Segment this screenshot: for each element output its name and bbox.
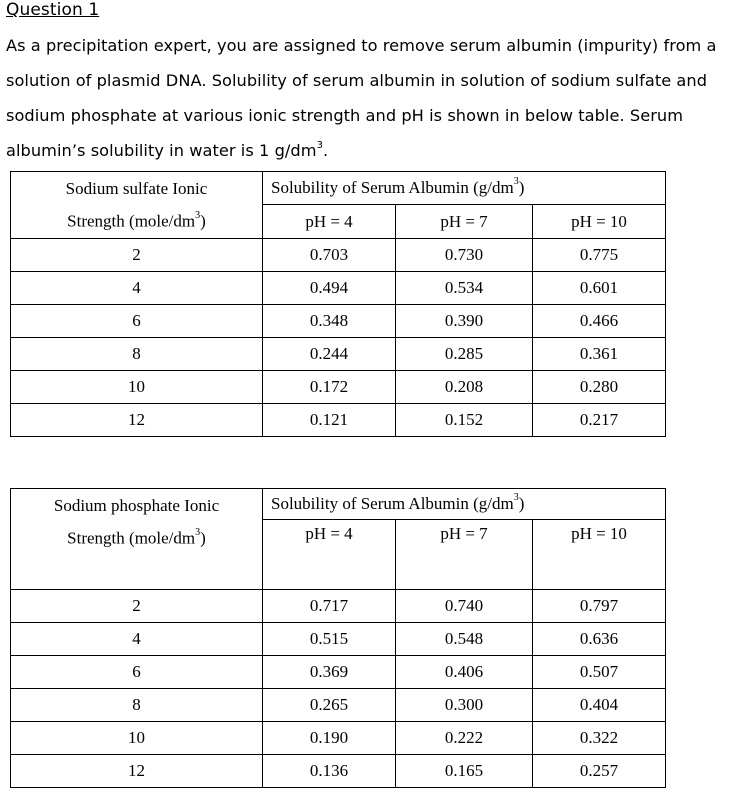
solubility-group-header-text: Solubility of Serum Albumin (g/dm (271, 494, 514, 513)
table-cell: 0.285 (396, 338, 533, 371)
table-cell: 0.300 (396, 689, 533, 722)
table-cell: 0.244 (263, 338, 396, 371)
table-cell: 0.190 (263, 722, 396, 755)
unit-superscript: 3 (513, 176, 519, 188)
table-cell: 0.548 (396, 623, 533, 656)
table-cell: 0.717 (263, 590, 396, 623)
ionic-strength-header-end: ) (200, 528, 206, 548)
table-cell: 0.404 (533, 689, 666, 722)
table-cell: 10 (11, 722, 263, 755)
ionic-strength-header (11, 489, 263, 590)
solubility-group-header-end: ) (518, 178, 525, 197)
paragraph-line-3: sodium phosphate at various ionic strength and pH is shown in below table. Serum (6, 106, 684, 125)
paragraph-line-4-text: albumin’s solubility in water is 1 g/dm (6, 141, 317, 160)
table-cell: 0.494 (263, 272, 396, 305)
ph-header-10: pH = 10 (533, 205, 666, 239)
table-cell: 0.601 (533, 272, 666, 305)
table-cell: 0.222 (396, 722, 533, 755)
ionic-strength-header-line2 (11, 203, 262, 236)
ph-header-4: pH = 4 (263, 205, 396, 239)
table-cell: 0.152 (396, 404, 533, 437)
table-cell: 8 (11, 689, 263, 722)
table-cell: 0.406 (396, 656, 533, 689)
table-cell: 0.740 (396, 590, 533, 623)
table-cell: 0.217 (533, 404, 666, 437)
ionic-strength-header-text: Strength (mole/dm (67, 528, 196, 548)
table-cell: 0.369 (263, 656, 396, 689)
ionic-strength-header-line1: Sodium sulfate Ionic (65, 179, 208, 198)
table-cell: 6 (11, 305, 263, 338)
table-cell: 0.121 (263, 404, 396, 437)
solubility-group-header-text: Solubility of Serum Albumin (g/dm (271, 178, 514, 197)
table-cell: 2 (11, 239, 263, 272)
table-cell: 0.797 (533, 590, 666, 623)
table-cell: 2 (11, 590, 263, 623)
table-cell: 6 (11, 656, 263, 689)
paragraph-line-4 (6, 141, 328, 160)
table-cell: 0.361 (533, 338, 666, 371)
sodium-phosphate-table (10, 488, 666, 788)
paragraph-line-2: solution of plasmid DNA. Solubility of serum albumin in solution of sodium sulfate and (6, 71, 708, 90)
ph-header-7: pH = 7 (396, 205, 533, 239)
unit-superscript: 3 (195, 527, 201, 538)
table-cell: 0.265 (263, 689, 396, 722)
table-cell: 0.703 (263, 239, 396, 272)
paragraph-line-1: As a precipitation expert, you are assigned to remove serum albumin (impurity) from a (6, 36, 717, 55)
table-cell: 12 (11, 755, 263, 788)
ph-header-10: pH = 10 (533, 520, 666, 590)
table-cell: 0.208 (396, 371, 533, 404)
table-cell: 4 (11, 272, 263, 305)
solubility-group-header-end: ) (518, 494, 525, 513)
table-cell: 0.534 (396, 272, 533, 305)
table-cell: 8 (11, 338, 263, 371)
paragraph-line-4-end: . (322, 141, 329, 160)
table-cell: 0.172 (263, 371, 396, 404)
table-cell: 0.165 (396, 755, 533, 788)
ionic-strength-header-text: Strength (mole/dm (67, 211, 196, 231)
table-cell: 0.515 (263, 623, 396, 656)
ionic-strength-header-end: ) (200, 211, 206, 231)
table-cell: 0.348 (263, 305, 396, 338)
ph-header-4: pH = 4 (263, 520, 396, 590)
table-cell: 0.775 (533, 239, 666, 272)
question-title: Question 1 (6, 0, 100, 20)
solubility-group-header (263, 172, 666, 205)
table-cell: 0.322 (533, 722, 666, 755)
unit-superscript: 3 (195, 210, 201, 221)
ionic-strength-header-line2 (11, 520, 262, 553)
table-cell: 12 (11, 404, 263, 437)
table-cell: 0.257 (533, 755, 666, 788)
ph-header-7: pH = 7 (396, 520, 533, 590)
sodium-sulfate-table (10, 171, 666, 437)
table-cell: 4 (11, 623, 263, 656)
table-cell: 0.390 (396, 305, 533, 338)
ionic-strength-header (11, 172, 263, 239)
table-cell: 0.507 (533, 656, 666, 689)
table-cell: 10 (11, 371, 263, 404)
solubility-group-header (263, 489, 666, 520)
table-cell: 0.466 (533, 305, 666, 338)
table-cell: 0.136 (263, 755, 396, 788)
table-cell: 0.636 (533, 623, 666, 656)
table-cell: 0.280 (533, 371, 666, 404)
ionic-strength-header-line1: Sodium phosphate Ionic (53, 496, 220, 515)
unit-superscript: 3 (513, 492, 519, 504)
table-cell: 0.730 (396, 239, 533, 272)
unit-superscript: 3 (316, 139, 323, 151)
